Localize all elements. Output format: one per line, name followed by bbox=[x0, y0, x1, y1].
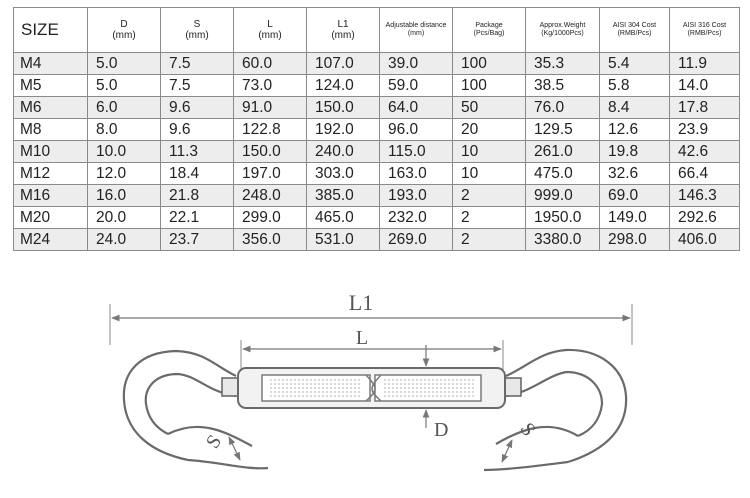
table-row bbox=[14, 141, 740, 163]
turnbuckle-drawing bbox=[0, 270, 750, 498]
cell-size: M8 bbox=[14, 119, 88, 141]
cell-size: M16 bbox=[14, 185, 88, 207]
l-label: L bbox=[355, 327, 369, 349]
cell-size: M5 bbox=[14, 75, 88, 97]
cell-aisi304: 69.0 bbox=[600, 185, 670, 207]
cell-l: 299.0 bbox=[234, 207, 307, 229]
l-dimension bbox=[241, 327, 503, 372]
cell-l1: 465.0 bbox=[307, 207, 380, 229]
cell-size: M20 bbox=[14, 207, 88, 229]
d-label: D bbox=[434, 419, 449, 441]
cell-d: 20.0 bbox=[88, 207, 161, 229]
l1-label: L1 bbox=[348, 290, 374, 315]
table-row bbox=[14, 75, 740, 97]
cell-aisi316: 292.6 bbox=[670, 207, 740, 229]
cell-aisi316: 406.0 bbox=[670, 229, 740, 251]
cell-weight: 1950.0 bbox=[526, 207, 600, 229]
l1-dimension bbox=[110, 290, 632, 345]
cell-package: 50 bbox=[453, 97, 526, 119]
header-l: L (mm) bbox=[234, 8, 307, 53]
cell-package: 2 bbox=[453, 185, 526, 207]
cell-aisi316: 146.3 bbox=[670, 185, 740, 207]
cell-d: 10.0 bbox=[88, 141, 161, 163]
header-aisi316-cost: AISI 316 Cost (RMB/Pcs) bbox=[670, 8, 740, 53]
s-label-right: S bbox=[515, 418, 540, 441]
cell-d: 5.0 bbox=[88, 75, 161, 97]
cell-weight: 3380.0 bbox=[526, 229, 600, 251]
s-dimension-right bbox=[502, 419, 540, 462]
cell-s: 21.8 bbox=[161, 185, 234, 207]
table-row bbox=[14, 119, 740, 141]
cell-s: 9.6 bbox=[161, 119, 234, 141]
cell-l1: 240.0 bbox=[307, 141, 380, 163]
cell-l: 356.0 bbox=[234, 229, 307, 251]
cell-l: 91.0 bbox=[234, 97, 307, 119]
cell-aisi304: 32.6 bbox=[600, 163, 670, 185]
cell-d: 16.0 bbox=[88, 185, 161, 207]
cell-l1: 124.0 bbox=[307, 75, 380, 97]
cell-aisi304: 5.8 bbox=[600, 75, 670, 97]
cell-d: 12.0 bbox=[88, 163, 161, 185]
cell-l1: 150.0 bbox=[307, 97, 380, 119]
cell-aisi304: 149.0 bbox=[600, 207, 670, 229]
cell-adjustable: 64.0 bbox=[380, 97, 453, 119]
cell-aisi304: 8.4 bbox=[600, 97, 670, 119]
cell-weight: 35.3 bbox=[526, 53, 600, 75]
table-row bbox=[14, 97, 740, 119]
cell-l: 60.0 bbox=[234, 53, 307, 75]
cell-adjustable: 163.0 bbox=[380, 163, 453, 185]
cell-s: 22.1 bbox=[161, 207, 234, 229]
cell-d: 5.0 bbox=[88, 53, 161, 75]
cell-weight: 38.5 bbox=[526, 75, 600, 97]
cell-adjustable: 193.0 bbox=[380, 185, 453, 207]
cell-adjustable: 115.0 bbox=[380, 141, 453, 163]
cell-s: 18.4 bbox=[161, 163, 234, 185]
cell-l1: 531.0 bbox=[307, 229, 380, 251]
cell-package: 10 bbox=[453, 163, 526, 185]
cell-l: 73.0 bbox=[234, 75, 307, 97]
table-row bbox=[14, 207, 740, 229]
cell-package: 20 bbox=[453, 119, 526, 141]
cell-size: M24 bbox=[14, 229, 88, 251]
cell-adjustable: 39.0 bbox=[380, 53, 453, 75]
spec-table bbox=[13, 7, 740, 251]
s-label-left: S bbox=[201, 430, 227, 453]
cell-aisi304: 5.4 bbox=[600, 53, 670, 75]
cell-l1: 385.0 bbox=[307, 185, 380, 207]
header-package: Package (Pcs/Bag) bbox=[453, 8, 526, 53]
cell-package: 2 bbox=[453, 207, 526, 229]
cell-size: M6 bbox=[14, 97, 88, 119]
cell-aisi316: 14.0 bbox=[670, 75, 740, 97]
cell-package: 100 bbox=[453, 75, 526, 97]
cell-aisi304: 19.8 bbox=[600, 141, 670, 163]
cell-d: 8.0 bbox=[88, 119, 161, 141]
cell-weight: 76.0 bbox=[526, 97, 600, 119]
cell-aisi316: 42.6 bbox=[670, 141, 740, 163]
cell-s: 7.5 bbox=[161, 75, 234, 97]
cell-weight: 129.5 bbox=[526, 119, 600, 141]
header-adjustable-distance: Adjustable distance (mm) bbox=[380, 8, 453, 53]
cell-aisi304: 298.0 bbox=[600, 229, 670, 251]
right-hook bbox=[484, 350, 626, 470]
cell-s: 9.6 bbox=[161, 97, 234, 119]
cell-weight: 475.0 bbox=[526, 163, 600, 185]
cell-l1: 303.0 bbox=[307, 163, 380, 185]
cell-l1: 192.0 bbox=[307, 119, 380, 141]
header-approx-weight: Approx.Weight (Kg/1000Pcs) bbox=[526, 8, 600, 53]
table-row bbox=[14, 163, 740, 185]
cell-l: 122.8 bbox=[234, 119, 307, 141]
table-row bbox=[14, 185, 740, 207]
cell-aisi316: 17.8 bbox=[670, 97, 740, 119]
s-dimension-left bbox=[202, 431, 240, 460]
cell-weight: 999.0 bbox=[526, 185, 600, 207]
cell-l1: 107.0 bbox=[307, 53, 380, 75]
turnbuckle-body bbox=[238, 368, 505, 408]
cell-adjustable: 232.0 bbox=[380, 207, 453, 229]
cell-s: 7.5 bbox=[161, 53, 234, 75]
table-row bbox=[14, 229, 740, 251]
cell-adjustable: 96.0 bbox=[380, 119, 453, 141]
cell-weight: 261.0 bbox=[526, 141, 600, 163]
cell-adjustable: 269.0 bbox=[380, 229, 453, 251]
cell-package: 10 bbox=[453, 141, 526, 163]
cell-d: 24.0 bbox=[88, 229, 161, 251]
cell-d: 6.0 bbox=[88, 97, 161, 119]
header-aisi304-cost: AISI 304 Cost (RMB/Pcs) bbox=[600, 8, 670, 53]
cell-size: M10 bbox=[14, 141, 88, 163]
header-size: SIZE bbox=[14, 8, 88, 53]
cell-aisi304: 12.6 bbox=[600, 119, 670, 141]
header-row bbox=[14, 8, 740, 53]
header-l1: L1 (mm) bbox=[307, 8, 380, 53]
cell-s: 11.3 bbox=[161, 141, 234, 163]
table-row bbox=[14, 53, 740, 75]
cell-l: 197.0 bbox=[234, 163, 307, 185]
cell-size: M12 bbox=[14, 163, 88, 185]
cell-aisi316: 23.9 bbox=[670, 119, 740, 141]
header-d: D (mm) bbox=[88, 8, 161, 53]
cell-package: 100 bbox=[453, 53, 526, 75]
cell-l: 150.0 bbox=[234, 141, 307, 163]
cell-adjustable: 59.0 bbox=[380, 75, 453, 97]
cell-aisi316: 11.9 bbox=[670, 53, 740, 75]
cell-package: 2 bbox=[453, 229, 526, 251]
cell-aisi316: 66.4 bbox=[670, 163, 740, 185]
header-s: S (mm) bbox=[161, 8, 234, 53]
cell-l: 248.0 bbox=[234, 185, 307, 207]
cell-size: M4 bbox=[14, 53, 88, 75]
cell-s: 23.7 bbox=[161, 229, 234, 251]
